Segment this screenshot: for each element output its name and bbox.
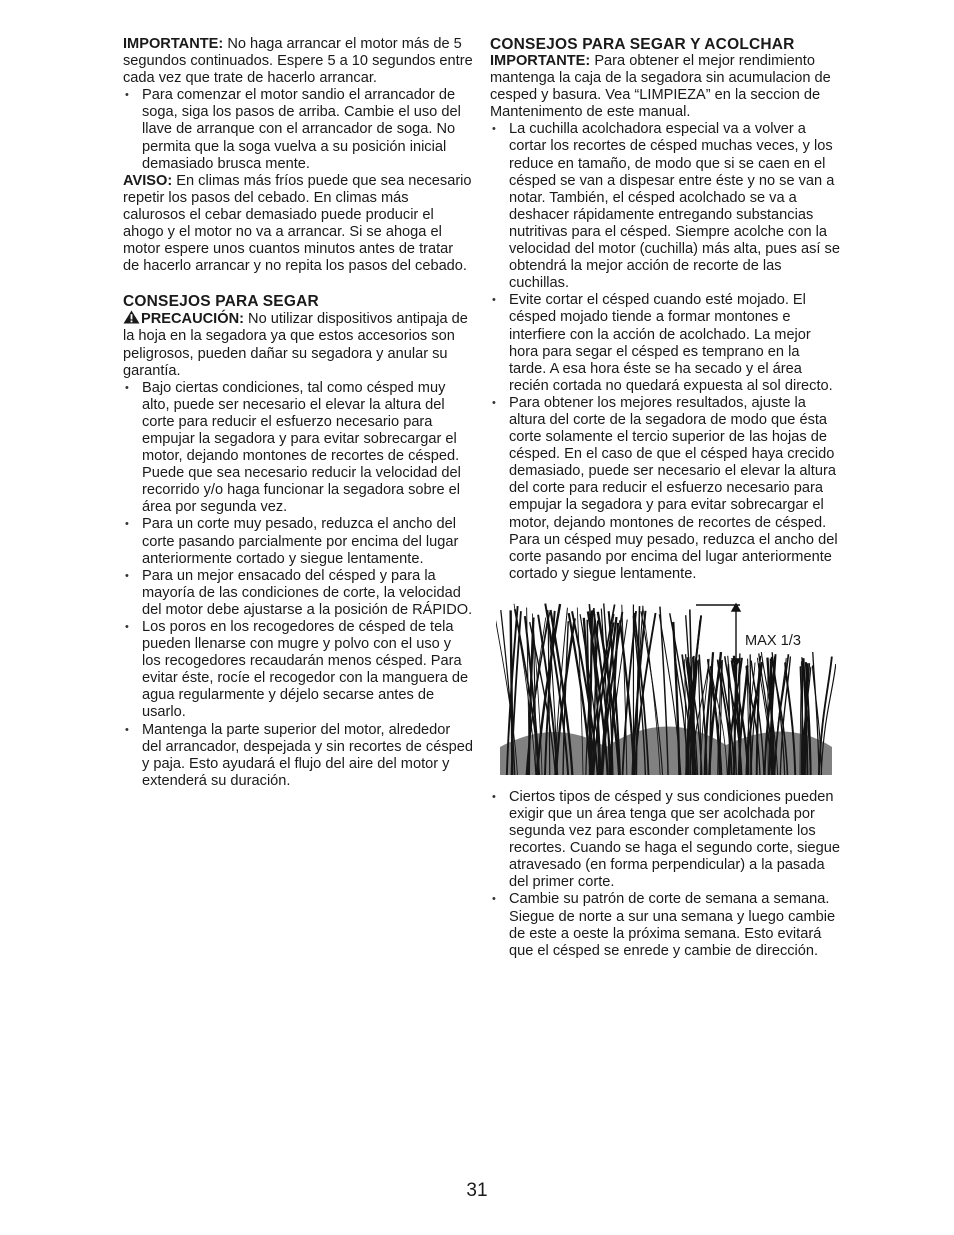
list-item: • Mantenga la parte superior del motor, alrededor del arrancador, despejada y sin recortes de césped y paja. Esto ayudará el flujo del aire del motor y extenderá su duración. (123, 722, 473, 790)
mowing-tips-list (123, 380, 473, 790)
important-note (490, 53, 840, 121)
important-text: No haga arrancar el motor más de 5 segundos continuados. Espere 5 a 10 segundos entre cada vez que trate de hacerlo arrancar. (123, 36, 473, 87)
left-column (123, 36, 473, 790)
precaution-text: No utilizar dispositivos antipaja de la hoja en la segadora ya que estos accesorios son peligrosos, pueden dañar su segadora y anular su garantía. (123, 311, 468, 379)
aviso-note (123, 173, 473, 276)
precaution-label: PRECAUCIÓN: (141, 311, 244, 328)
mulching-tips-list-continued (490, 789, 840, 960)
grass-illustration (496, 597, 836, 777)
list-item: • Para obtener los mejores resultados, ajuste la altura del corte de la segadora de modo que ésta corte solamente el tercio superior de las hojas de césped. En el caso de que el césped haya crecido demasiado, puede ser necesario el elevar la altura del corte para reducir el esfuerzo necesario para empujar la segadora y para evitar sobrecargar el motor, dejando montones de recortes de césped. Para un césped muy pesado, reduzca el ancho del corte pasando por encima del lugar anteriormente cortado y siegue lentamente. (490, 395, 840, 583)
aviso-text: En climas más fríos puede que sea necesario repetir los pasos del cebado. En climas más calurosos el cebar demasiado puede producir el ahogo y el motor no va a arrancar. Si se ahoga el motor espere unos cuantos minutos antes de tratar de hacerlo arrancar y no repita los pasos del cebado. (123, 172, 472, 275)
page-number: 31 (466, 1180, 488, 1201)
warning-icon (123, 310, 141, 324)
important-text: Para obtener el mejor rendimiento mantenga la caja de la segadora sin acumulacion de cesped y basura. Vea “LIMPIEZA” en la seccion de Mantenimento de este manual. (490, 53, 831, 121)
section-heading-mowing-tips: CONSEJOS PARA SEGAR (123, 293, 319, 311)
list-item: • Evite cortar el césped cuando esté mojado. El césped mojado tiende a formar montones e interfiere con la acción de acolchado. La mejor hora para segar el césped es temprano en la tarde. A esa hora éste se ha secado y el área recién cortada no quedará expuesta al sol directo. (490, 292, 840, 395)
list-item: • La cuchilla acolchadora especial va a volver a cortar los recortes de césped muchas veces, y los reduce en tamaño, de modo que si se caen en el césped se van a dispesar entre éste y no se van a notar. También, el césped acolchado se va a deshacer rápidamente entregando substancias nutritivas para el césped. Siempre acolche con la velocidad del motor (cuchilla) más alta, pues así se obtendrá la mejor acción de recorte de las cuchillas. (490, 121, 840, 292)
list-item: • Los poros en los recogedores de césped de tela pueden llenarse con mugre y polvo con el uso y los recogedores recaudarán menos césped. Para evitar éste, rocíe el recogedor con la manguera de agua regularmente y déjelo secarse antes de usarlo. (123, 619, 473, 722)
grass-cut-height-illustration (496, 597, 836, 777)
aviso-label: AVISO: (123, 172, 173, 189)
list-item: • Bajo ciertas condiciones, tal como césped muy alto, puede ser necesario el elevar la altura del corte para reducir el esfuerzo necesario para empujar la segadora y para evitar sobrecargar el motor, dejando montones de recortes de césped. Puede que sea necesario reducir la velocidad del recorrido y/o haga funcionar la segadora sobre el área por segunda vez. (123, 380, 473, 517)
section-heading-mulching-tips: CONSEJOS PARA SEGAR Y ACOLCHAR (490, 36, 795, 53)
list-item: • Para comenzar el motor sandio el arrancador de soga, siga los pasos de arriba. Cambie el uso del llave de arranque con el arrancador de soga. No permita que la soga vuelva a su posición inicial demasiado brusca mente. (123, 87, 473, 172)
list-item: • Cambie su patrón de corte de semana a semana. Siegue de norte a sur una semana y luego cambie de este a oeste la próxima semana. Esto evitará que el césped se enrede y cambie de dirección. (490, 891, 840, 959)
list-item: • Para un corte muy pesado, reduzca el ancho del corte pasando parcialmente por encima del lugar anteriormente cortado y siegue lentamente. (123, 516, 473, 567)
precaution-note (123, 310, 473, 379)
important-note (123, 36, 473, 87)
mulching-tips-list (490, 121, 840, 583)
start-bullets (123, 87, 473, 172)
important-label: IMPORTANTE: (490, 53, 591, 69)
right-column (490, 36, 840, 960)
important-label: IMPORTANTE: (123, 36, 224, 52)
list-item: • Para un mejor ensacado del césped y para la mayoría de las condiciones de corte, la velocidad del motor debe ajustarse a la posición de RÁPIDO. (123, 568, 473, 619)
list-item: • Ciertos tipos de césped y sus condiciones pueden exigir que un área tenga que ser acolchada por segunda vez para esconder completamente los recortes. Cuando se haga el segundo corte, siegue atravesado (en forma perpendicular) a la pasada del primer corte. (490, 789, 840, 892)
max-cut-label: MAX 1/3 (745, 632, 801, 649)
